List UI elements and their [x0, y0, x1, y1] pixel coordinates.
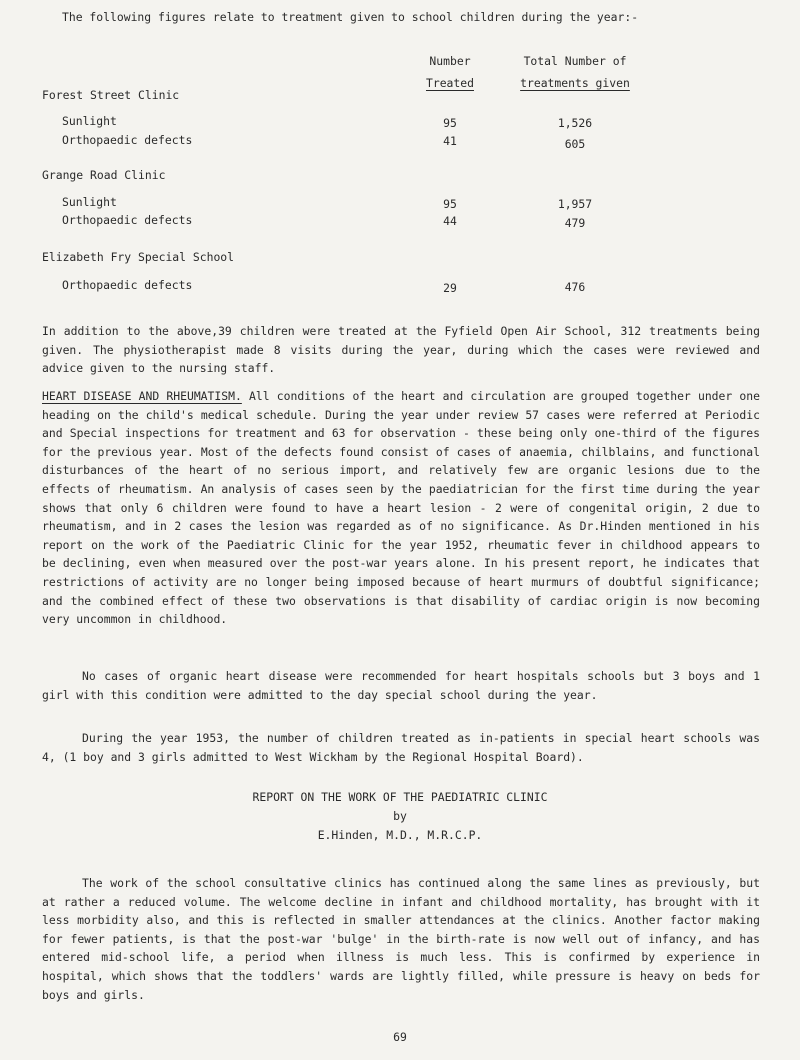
column-header-number-line1: Number: [429, 54, 471, 68]
treatments-count: 605: [564, 137, 586, 151]
clinic-name: Forest Street Clinic: [42, 88, 180, 102]
treatment-label: Sunlight: [62, 195, 117, 209]
treatments-count: 1,526: [557, 116, 593, 130]
paragraph-report: The work of the school consultative clinics has continued along the same lines as previously, but at rather a reduced volume. The welcome decline in infant and childhood mortality, has brought with it less morbidity also, and this is reflected in smaller attendances at the clinics. Another factor making for fewer patients, is that the post-war 'bulge' in the birth-rate is now well out of infancy, and has entered mid-school life, a period when illness is much less. This is confirmed by experience in hospital, which shows that the toddlers' wards are lightly filled, while pressure is heavy on beds for boys and girls.: [42, 876, 760, 1002]
column-header-total-treatments: [505, 50, 645, 94]
treated-count: 29: [443, 281, 457, 295]
heart-disease-text: All conditions of the heart and circulation are grouped together under one heading on the child's medical schedule. During the year under review 57 cases were referred at Periodic and Special inspections for treatment and 63 for observation - these being only one-third of the figures for the previous year. Most of the defects found consist of cases of anaemia, chilblains, and functional disturbances of the heart of no serious import, and relatively few are organic lesions due to the effects of rheumatism. An analysis of cases seen by the paediatrician for the first time during the year shows that only 6 children were found to have a heart lesion - 2 were of congenital origin, 2 due to rheumatism, and in 2 cases the lesion was regarded as of no significance. As Dr.Hinden mentioned in his report on the work of the Paediatric Clinic for the year 1952, rheumatic fever in childhood appears to be declining, even when measured over the post-war years alone. In his present report, he indicates that restrictions of activity are no longer being imposed because of heart murmurs of doubtful significance; and the combined effect of these two observations is that disability of cardiac origin is now becoming very uncommon in childhood.: [42, 389, 760, 627]
treatment-label: Sunlight: [62, 114, 117, 128]
report-title: REPORT ON THE WORK OF THE PAEDIATRIC CLINIC: [252, 790, 548, 804]
treated-count: 41: [443, 134, 457, 148]
paragraph-heart-disease: [42, 387, 760, 629]
section-heading-heart-disease: HEART DISEASE AND RHEUMATISM.: [42, 389, 242, 403]
report-author: E.Hinden, M.D., M.R.C.P.: [317, 828, 483, 842]
treatments-count: 476: [564, 280, 586, 294]
treatment-label: Orthopaedic defects: [62, 133, 193, 147]
clinic-name: Grange Road Clinic: [42, 168, 166, 182]
treatments-count: 1,957: [557, 197, 593, 211]
treated-count: 44: [443, 214, 457, 228]
column-header-total-line2: treatments given: [520, 76, 630, 90]
treatment-label: Orthopaedic defects: [62, 278, 193, 292]
intro-text: The following figures relate to treatment given to school children during the year:-: [62, 10, 639, 24]
paragraph-no-cases: No cases of organic heart disease were recommended for heart hospitals schools but 3 boys and 1 girl with this condition were admitted to the day special school during the year.: [42, 669, 760, 702]
treated-count: 95: [443, 197, 457, 211]
column-header-total-line1: Total Number of: [523, 54, 627, 68]
paragraph-fyfield: In addition to the above,39 children were treated at the Fyfield Open Air School, 312 treatments being given. The physiotherapist made 8 visits during the year, during which the cases were reviewed and advice given to the nursing staff.: [42, 324, 760, 376]
treatments-count: 479: [564, 216, 586, 230]
treated-count: 95: [443, 116, 457, 130]
report-by: by: [393, 809, 407, 823]
paragraph-1953: During the year 1953, the number of children treated as in-patients in special heart schools was 4, (1 boy and 3 girls admitted to West Wickham by the Regional Hospital Board).: [42, 731, 760, 764]
clinic-name: Elizabeth Fry Special School: [42, 250, 235, 264]
column-header-number-treated: [410, 50, 490, 94]
page-number: 69: [393, 1030, 407, 1044]
column-header-number-line2: Treated: [425, 76, 474, 90]
treatment-label: Orthopaedic defects: [62, 213, 193, 227]
